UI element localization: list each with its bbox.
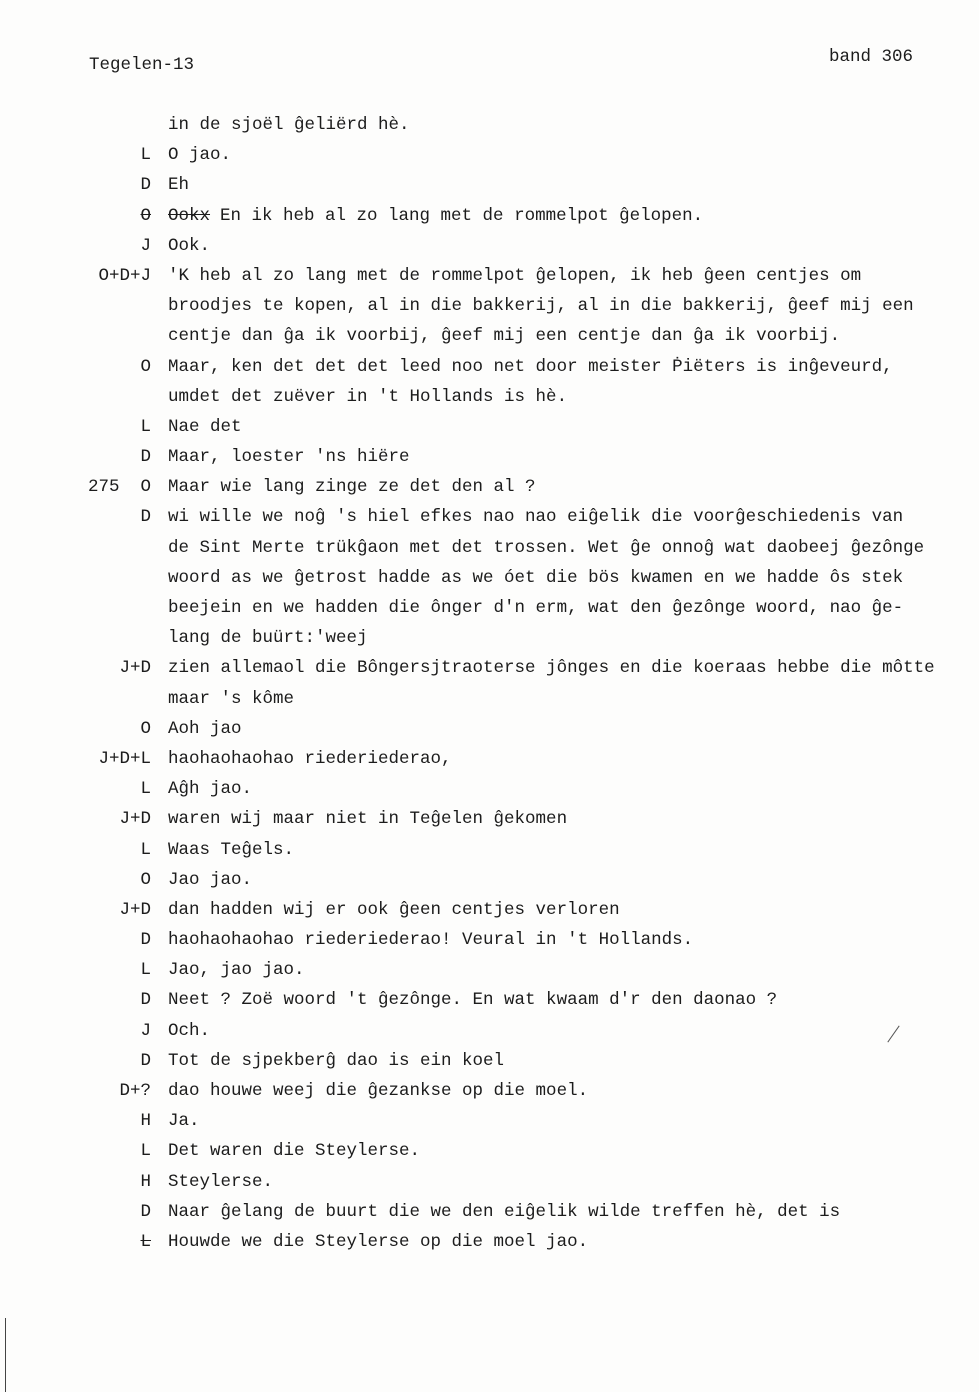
transcript-turn <box>0 502 979 653</box>
transcript-line: Neet ? Zoë woord 't ĝezônge. En wat kwaam d'r den daonao ? <box>168 990 778 1011</box>
transcript-line: de Sint Merte trükĝaon met det trossen. Wet ĝe onnoĝ wat daobeej ĝezônge <box>168 537 925 558</box>
speaker-label: J+D <box>119 809 151 830</box>
transcript-turn <box>0 1136 979 1166</box>
speaker-label: L <box>140 839 151 860</box>
speaker-label: D <box>140 990 151 1011</box>
speaker-label: D <box>140 1050 151 1071</box>
speaker-label: L <box>140 416 151 437</box>
transcript-turn <box>0 865 979 895</box>
transcript-turn <box>0 835 979 865</box>
transcript-turn <box>0 955 979 985</box>
transcript-line: Och. <box>168 1020 211 1041</box>
utterance <box>168 744 979 774</box>
speaker-label: D <box>140 930 151 951</box>
utterance <box>168 865 979 895</box>
transcript-turn <box>0 895 979 925</box>
transcript-turn <box>0 201 979 231</box>
transcript-turn <box>0 744 979 774</box>
transcript-line: zien allemaol die Bôngersjtraoterse jônges en die koeraas hebbe die môtte <box>168 658 935 679</box>
speaker-label: J+D <box>119 658 151 679</box>
utterance <box>168 1136 979 1166</box>
transcript-line: haohaohaohao riederiederao, <box>168 748 452 769</box>
transcript-line <box>168 201 979 231</box>
transcript-turn <box>0 714 979 744</box>
transcript-line: Naar ĝelang de buurt die we den eiĝelik wilde treffen hè, det is <box>168 1201 841 1222</box>
transcript-line: Nae det <box>168 416 242 437</box>
transcript-turn <box>0 1046 979 1076</box>
utterance <box>168 472 979 502</box>
transcript-turn <box>0 442 979 472</box>
speaker-label: J+D <box>119 899 151 920</box>
transcript-line: wi wille we noĝ 's hiel efkes nao nao eiĝelik die voorĝeschiedenis van <box>168 507 904 528</box>
utterance <box>168 352 979 412</box>
utterance <box>168 140 979 170</box>
transcript-turn <box>0 925 979 955</box>
transcript-line: Houwde we die Steylerse op die moel jao. <box>168 1231 589 1252</box>
speaker-label: L <box>140 145 151 166</box>
transcript-line: Maar, loester 'ns hiëre <box>168 447 410 468</box>
speaker-label: O <box>140 718 151 739</box>
speaker-label: O <box>140 205 151 226</box>
utterance <box>168 804 979 834</box>
transcript-body <box>0 110 979 1257</box>
transcript-line: dan hadden wij er ook ĝeen centjes verloren <box>168 899 620 920</box>
speaker-label: O <box>140 869 151 890</box>
speaker-label: O <box>140 477 151 498</box>
utterance <box>168 1046 979 1076</box>
transcript-line: umdet det zuëver in 't Hollands is hè. <box>168 386 568 407</box>
transcript-line: Eh <box>168 175 190 196</box>
utterance <box>168 1167 979 1197</box>
speaker-label: D <box>140 447 151 468</box>
transcript-line: in de sjoël ĝeliërd hè. <box>168 115 410 135</box>
transcript-line: centje dan ĝa ik voorbij, ĝeef mij een centje dan ĝa ik voorbij. <box>168 326 841 347</box>
utterance <box>168 1076 979 1106</box>
speaker-label: L <box>140 779 151 800</box>
transcript-line: lang de buürt:'weej <box>168 628 368 649</box>
transcript-line: 'K heb al zo lang met de rommelpot ĝelopen, ik heb ĝeen centjes om <box>168 265 862 286</box>
utterance <box>168 502 979 653</box>
speaker-label: D <box>140 1201 151 1222</box>
transcript-turn <box>0 472 979 502</box>
utterance <box>168 895 979 925</box>
margin-rule <box>5 1318 6 1392</box>
transcript-line: beejein en we hadden die ônger d'n erm, wat den ĝezônge woord, nao ĝe- <box>168 598 904 618</box>
transcript-line: Maar, ken det det det leed noo net door meister Ṗiëters is inĝeveurd, <box>168 356 893 377</box>
speaker-label: O+D+J <box>98 265 151 286</box>
utterance <box>168 1016 979 1046</box>
transcript-line: Aĝh jao. <box>168 779 253 800</box>
speaker-label: J+D+L <box>98 748 151 769</box>
line-number: 275 <box>88 477 120 498</box>
transcript-line: Aoh jao <box>168 718 242 739</box>
utterance <box>168 955 979 985</box>
utterance <box>168 1106 979 1136</box>
transcript-line: Tot de sjpekberĝ dao is ein koel <box>168 1050 505 1071</box>
utterance <box>168 412 979 442</box>
transcript-turn <box>0 352 979 412</box>
utterance <box>168 714 979 744</box>
transcript-line: Ook. <box>168 235 211 256</box>
transcript-turn <box>0 774 979 804</box>
utterance <box>168 985 979 1015</box>
transcript-line: maar 's kôme <box>168 688 295 709</box>
transcript-line: Waas Teĝels. <box>168 839 295 860</box>
utterance <box>168 925 979 955</box>
tape-number: band 306 <box>829 47 914 67</box>
struck-text: Ookx <box>168 205 211 226</box>
speaker-label: L <box>140 1141 151 1162</box>
speaker-label: J <box>140 235 151 256</box>
transcript-turn <box>0 1197 979 1227</box>
utterance <box>168 835 979 865</box>
transcript-turn <box>0 653 979 713</box>
utterance <box>168 774 979 804</box>
transcript-turn <box>0 110 979 140</box>
transcript-turn <box>0 1076 979 1106</box>
transcript-turn <box>0 412 979 442</box>
speaker-label: D+? <box>119 1081 151 1101</box>
utterance <box>168 110 979 140</box>
transcript-line: Steylerse. <box>168 1171 274 1192</box>
speaker-label: O <box>140 356 151 377</box>
transcript-line: dao houwe weej die ĝezankse op die moel. <box>168 1081 589 1101</box>
transcript-line: Jao jao. <box>168 869 253 890</box>
transcript-line: haohaohaohao riederiederao! Veural in 't Hollands. <box>168 930 694 951</box>
speaker-label: L <box>140 1231 151 1252</box>
transcript-turn <box>0 1167 979 1197</box>
document-id: Tegelen-13 <box>89 55 195 75</box>
transcript-turn <box>0 1016 979 1046</box>
utterance <box>168 653 979 713</box>
transcript-line: waren wij maar niet in Teĝelen ĝekomen <box>168 809 568 830</box>
utterance <box>168 1227 979 1257</box>
transcript-turn <box>0 804 979 834</box>
utterance <box>168 231 979 261</box>
transcript-line: Ja. <box>168 1111 200 1132</box>
transcript-turn <box>0 261 979 352</box>
speaker-label: L <box>140 960 151 981</box>
transcript-line: woord as we ĝetrost hadde as we óet die bös kwamen en we hadde ôs stek <box>168 567 904 588</box>
transcript-turn <box>0 170 979 200</box>
transcript-line: broodjes te kopen, al in die bakkerij, al in die bakkerij, ĝeef mij een <box>168 296 914 317</box>
speaker-label: D <box>140 175 151 196</box>
line-text: En ik heb al zo lang met de rommelpot ĝelopen. <box>220 205 704 226</box>
speaker-label: J <box>140 1020 151 1041</box>
transcript-turn <box>0 1106 979 1136</box>
transcript-line: O jao. <box>168 145 232 166</box>
utterance <box>168 1197 979 1227</box>
speaker-label: D <box>140 507 151 528</box>
transcript-turn <box>0 140 979 170</box>
speaker-label: H <box>140 1111 151 1132</box>
transcript-line: Maar wie lang zinge ze det den al ? <box>168 477 536 498</box>
utterance <box>168 201 979 231</box>
utterance <box>168 261 979 352</box>
transcript-line: Det waren die Steylerse. <box>168 1141 421 1162</box>
transcript-turn <box>0 985 979 1015</box>
utterance <box>168 442 979 472</box>
utterance <box>168 170 979 200</box>
transcript-line: Jao, jao jao. <box>168 960 305 981</box>
transcript-turn <box>0 231 979 261</box>
transcript-turn <box>0 1227 979 1257</box>
speaker-label: H <box>140 1171 151 1192</box>
